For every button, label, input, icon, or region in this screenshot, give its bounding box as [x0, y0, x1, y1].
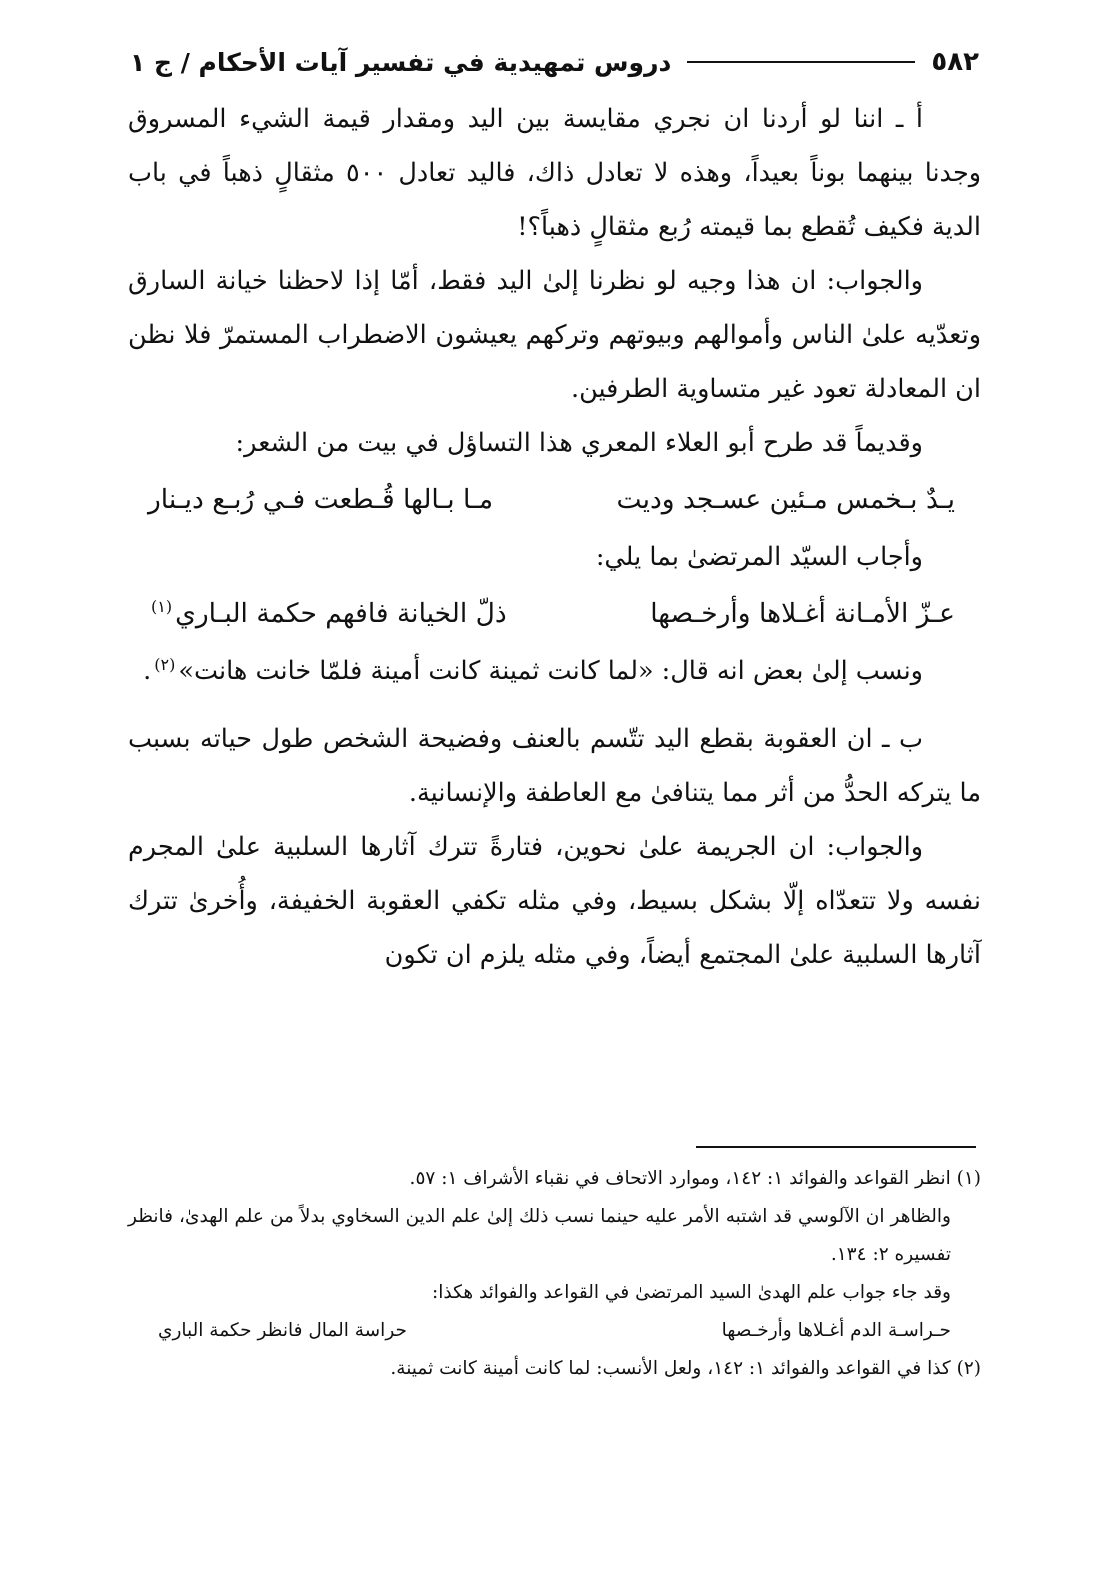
- footnote-ref-1: (١): [151, 597, 173, 617]
- verse-second-hemistich: حراسة المال فانظر حكمة الباري: [158, 1320, 407, 1341]
- paragraph-answer-2: [128, 820, 981, 982]
- paragraph-answer-1: [128, 254, 981, 416]
- paragraph-gap: [128, 698, 981, 712]
- text-line: والجواب: ان هذا وجيه لو نظرنا إلىٰ اليد فقط، أمّا إذا لاحظنا خيانة السارق: [128, 266, 923, 296]
- text-line: والجواب: ان الجريمة علىٰ نحوين، فتارةً تترك آثارها السلبية علىٰ: [216, 832, 924, 862]
- verse-second-hemistich-with-ref: [148, 584, 507, 644]
- text-line: المجرم نفسه ولا تتعدّاه إلّا بشكل بسيط، وفي مثله تكفي العقوبة الخفيفة،: [128, 832, 981, 916]
- header-rule: [687, 61, 915, 63]
- text-line: أ ـ اننا لو أردنا ان نجري مقايسة بين اليد ومقدار قيمة الشيء المسروق: [128, 104, 923, 134]
- footnote-separator: [696, 1146, 976, 1148]
- text-line: باب الدية فكيف تُقطع بما قيمته رُبع مثقالٍ ذهباً؟!: [128, 158, 981, 242]
- verse-second-hemistich: ذلّ الخيانة فافهم حكمة البـاري: [175, 598, 507, 629]
- verse-first-hemistich: يـدٌ بـخمس مـئين عسـجد وديت: [616, 484, 955, 515]
- text-line: ونسب إلىٰ بعض انه قال: «لما كانت ثمينة كانت أمينة فلمّا خانت: [255, 656, 923, 686]
- text-line: والظاهر ان الآلوسي قد اشتبه الأمر عليه حينما نسب ذلك إلىٰ علم الدين السخاوي: [331, 1206, 951, 1227]
- verse-first-hemistich: عـزّ الأمـانة أغـلاها وأرخـصها: [650, 598, 955, 629]
- footnote-1-continuation: [128, 1198, 981, 1274]
- text-line: بدلاً من علم الهدىٰ، فانظر تفسيره ٢: ١٣٤.: [128, 1206, 951, 1265]
- verse-first-hemistich: حـراسـة الدم أغـلاها وأرخـصها: [721, 1320, 951, 1341]
- text-line: ب ـ ان العقوبة بقطع اليد تتّسم بالعنف وفضيحة الشخص طول حياته بسبب: [128, 724, 923, 754]
- footnote-verse: [128, 1312, 981, 1350]
- verse-second-hemistich: مـا بـالها قُـطعت فـي رُبـع ديـنار: [148, 484, 494, 515]
- main-text: [128, 92, 981, 982]
- text-line: فلا نظن ان المعادلة تعود غير متساوية الطرفين.: [128, 320, 981, 404]
- footnotes: [128, 1160, 981, 1388]
- paragraph-attribution: ونسب إلىٰ بعض انه قال: «لما كانت ثمينة كانت أمينة فلمّا خانت هانت»$^{(٢)}$.: [143, 654, 923, 686]
- running-title: دروس تمهيدية في تفسير آيات الأحكام / ج ١: [130, 47, 672, 77]
- footnote-ref-2: (٢): [154, 654, 176, 674]
- paragraph-murtada-intro: وأجاب السيّد المرتضىٰ بما يلي:: [595, 542, 923, 572]
- paragraph-maarri-intro: وقديماً قد طرح أبو العلاء المعري هذا التساؤل في بيت من الشعر:: [235, 428, 923, 458]
- paragraph-a: [128, 92, 981, 254]
- footnote-2: (٢) كذا في القواعد والفوائد ١: ١٤٢، ولعل الأنسب: لما كانت أمينة كانت ثمينة.: [390, 1358, 981, 1379]
- text-line: وأُخرىٰ تترك آثارها السلبية علىٰ المجتمع أيضاً، وفي مثله يلزم ان تكون: [128, 886, 981, 970]
- page-number: ٥٨٢: [931, 47, 979, 77]
- text-line: وتعدّيه علىٰ الناس وأموالهم وبيوتهم وتركهم يعيشون الاضطراب المستمرّ: [219, 320, 982, 350]
- page-header: [130, 40, 979, 84]
- footnote-1: (١) انظر القواعد والفوائد ١: ١٤٢، وموارد الاتحاف في نقباء الأشراف ١: ٥٧.: [409, 1168, 981, 1189]
- paragraph-b: [128, 712, 981, 820]
- text-line: وجدنا بينهما بوناً بعيداً، وهذه لا تعادل ذاك، فاليد تعادل ٥٠٠ مثقالٍ ذهباً في: [178, 158, 982, 188]
- verse-maarri: [128, 470, 981, 530]
- text-line: هانت»: [178, 656, 248, 686]
- text-line: ما يتركه الحدُّ من أثر مما يتنافىٰ مع العاطفة والإنسانية.: [408, 778, 981, 808]
- footnote-1-note: وقد جاء جواب علم الهدىٰ السيد المرتضىٰ في القواعد والفوائد هكذا:: [432, 1282, 951, 1303]
- verse-murtada: [128, 584, 981, 644]
